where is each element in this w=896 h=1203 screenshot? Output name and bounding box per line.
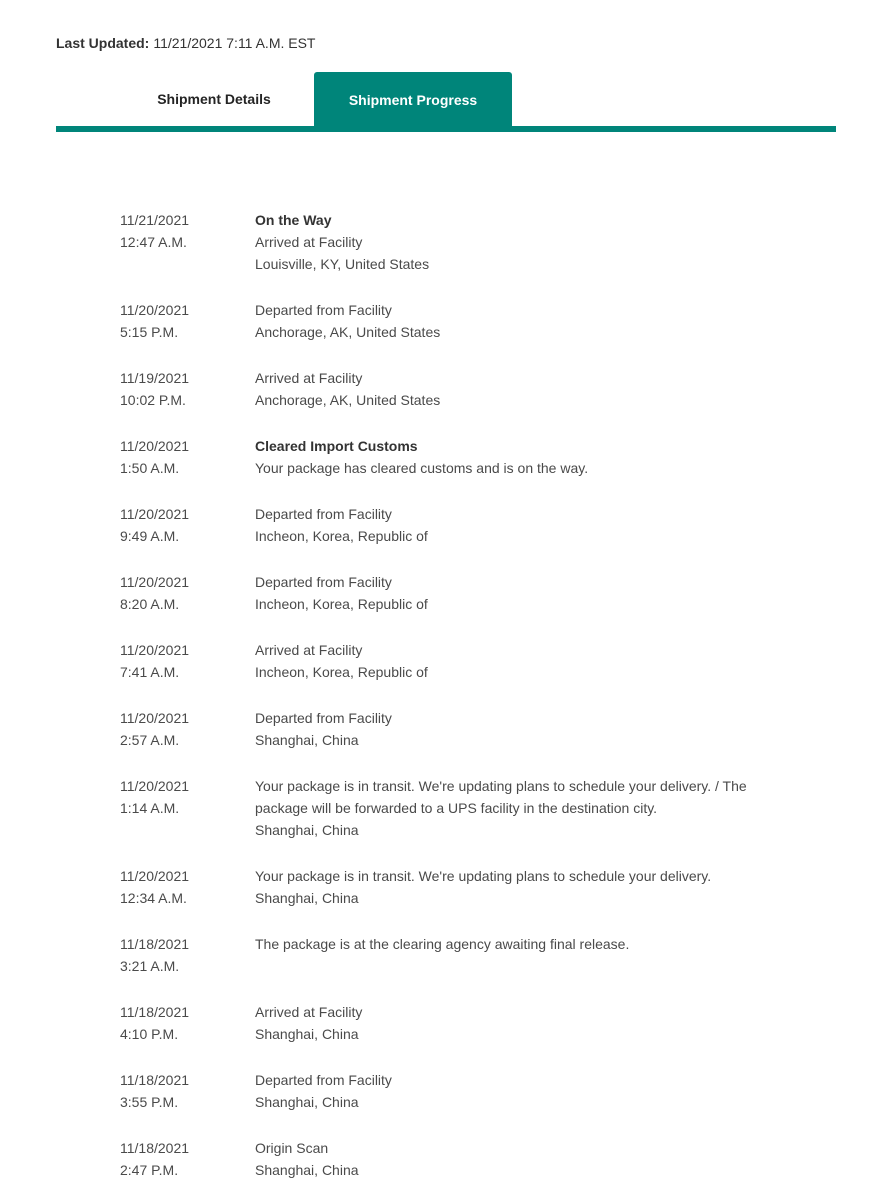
event-details	[255, 775, 755, 841]
progress-event	[120, 435, 820, 479]
progress-event	[120, 707, 820, 751]
event-activity: Arrived at Facility	[255, 1004, 363, 1020]
event-activity: Arrived at Facility	[255, 234, 363, 250]
event-date: 11/18/2021	[120, 1004, 190, 1020]
event-details	[255, 933, 755, 955]
event-details	[255, 503, 755, 547]
progress-event	[120, 1001, 820, 1045]
event-location: Incheon, Korea, Republic of	[255, 596, 428, 612]
event-location: Shanghai, China	[255, 1162, 359, 1178]
event-activity: Arrived at Facility	[255, 370, 363, 386]
progress-event	[120, 571, 820, 615]
event-details	[255, 299, 755, 343]
event-activity: Departed from Facility	[255, 302, 392, 318]
event-time: 8:20 A.M.	[120, 596, 180, 612]
event-status-title: Cleared Import Customs	[255, 438, 418, 454]
event-datetime	[120, 1001, 255, 1045]
event-date: 11/21/2021	[120, 212, 190, 228]
event-activity: Departed from Facility	[255, 710, 392, 726]
event-datetime	[120, 707, 255, 751]
event-date: 11/18/2021	[120, 1072, 190, 1088]
event-date: 11/20/2021	[120, 302, 190, 318]
event-location: Shanghai, China	[255, 732, 359, 748]
event-date: 11/20/2021	[120, 868, 190, 884]
event-datetime	[120, 933, 255, 977]
event-time: 1:14 A.M.	[120, 800, 180, 816]
event-location: Anchorage, AK, United States	[255, 324, 441, 340]
event-location: Anchorage, AK, United States	[255, 392, 441, 408]
event-datetime	[120, 209, 255, 253]
event-datetime	[120, 775, 255, 819]
event-date: 11/18/2021	[120, 936, 190, 952]
event-time: 10:02 P.M.	[120, 392, 186, 408]
event-details	[255, 435, 755, 479]
last-updated	[56, 35, 316, 51]
event-location: Louisville, KY, United States	[255, 256, 430, 272]
event-details	[255, 1001, 755, 1045]
event-datetime	[120, 503, 255, 547]
event-activity: Your package is in transit. We're updating plans to schedule your delivery.	[255, 868, 712, 884]
tab-underline	[56, 126, 836, 132]
event-details	[255, 639, 755, 683]
event-time: 4:10 P.M.	[120, 1026, 179, 1042]
event-activity: Departed from Facility	[255, 574, 392, 590]
event-activity: Your package is in transit. We're updating plans to schedule your delivery. / The package will be forwarded to a UPS facility in the destination city.	[255, 778, 747, 816]
event-time: 7:41 A.M.	[120, 664, 180, 680]
event-time: 5:15 P.M.	[120, 324, 179, 340]
event-date: 11/20/2021	[120, 506, 190, 522]
event-details	[255, 367, 755, 411]
last-updated-label: Last Updated:	[56, 35, 150, 51]
progress-event	[120, 775, 820, 841]
event-activity: Departed from Facility	[255, 506, 392, 522]
event-datetime	[120, 571, 255, 615]
tab-shipment-progress[interactable]: Shipment Progress	[314, 72, 512, 126]
event-datetime	[120, 1069, 255, 1113]
event-details	[255, 1137, 755, 1181]
event-location: Shanghai, China	[255, 822, 359, 838]
shipment-progress-list	[120, 209, 820, 1181]
event-time: 1:50 A.M.	[120, 460, 180, 476]
event-datetime	[120, 367, 255, 411]
progress-event	[120, 299, 820, 343]
event-details	[255, 865, 755, 909]
event-time: 12:47 A.M.	[120, 234, 187, 250]
event-datetime	[120, 865, 255, 909]
progress-event	[120, 1069, 820, 1113]
progress-event	[120, 933, 820, 977]
event-details	[255, 1069, 755, 1113]
event-time: 9:49 A.M.	[120, 528, 180, 544]
event-date: 11/18/2021	[120, 1140, 190, 1156]
progress-event	[120, 209, 820, 275]
event-location: Incheon, Korea, Republic of	[255, 528, 428, 544]
event-datetime	[120, 435, 255, 479]
event-activity: Origin Scan	[255, 1140, 329, 1156]
event-details	[255, 571, 755, 615]
event-datetime	[120, 639, 255, 683]
tab-shipment-details[interactable]: Shipment Details	[157, 91, 271, 107]
event-activity: The package is at the clearing agency awaiting final release.	[255, 936, 630, 952]
progress-event	[120, 865, 820, 909]
event-date: 11/20/2021	[120, 438, 190, 454]
event-details	[255, 209, 755, 275]
event-date: 11/19/2021	[120, 370, 190, 386]
event-details	[255, 707, 755, 751]
progress-event	[120, 639, 820, 683]
last-updated-value: 11/21/2021 7:11 A.M. EST	[153, 35, 316, 51]
event-location: Shanghai, China	[255, 1026, 359, 1042]
event-time: 12:34 A.M.	[120, 890, 187, 906]
event-location: Shanghai, China	[255, 1094, 359, 1110]
shipment-tabs	[56, 72, 836, 126]
event-datetime	[120, 299, 255, 343]
progress-event	[120, 1137, 820, 1181]
event-time: 2:47 P.M.	[120, 1162, 179, 1178]
event-location: Shanghai, China	[255, 890, 359, 906]
event-date: 11/20/2021	[120, 574, 190, 590]
event-location: Incheon, Korea, Republic of	[255, 664, 428, 680]
event-datetime	[120, 1137, 255, 1181]
event-time: 2:57 A.M.	[120, 732, 180, 748]
progress-event	[120, 503, 820, 547]
event-date: 11/20/2021	[120, 778, 190, 794]
event-date: 11/20/2021	[120, 710, 190, 726]
progress-event	[120, 367, 820, 411]
event-time: 3:21 A.M.	[120, 958, 180, 974]
event-time: 3:55 P.M.	[120, 1094, 179, 1110]
event-status-title: On the Way	[255, 212, 332, 228]
event-activity: Departed from Facility	[255, 1072, 392, 1088]
event-activity: Arrived at Facility	[255, 642, 363, 658]
event-activity: Your package has cleared customs and is on the way.	[255, 460, 589, 476]
event-date: 11/20/2021	[120, 642, 190, 658]
